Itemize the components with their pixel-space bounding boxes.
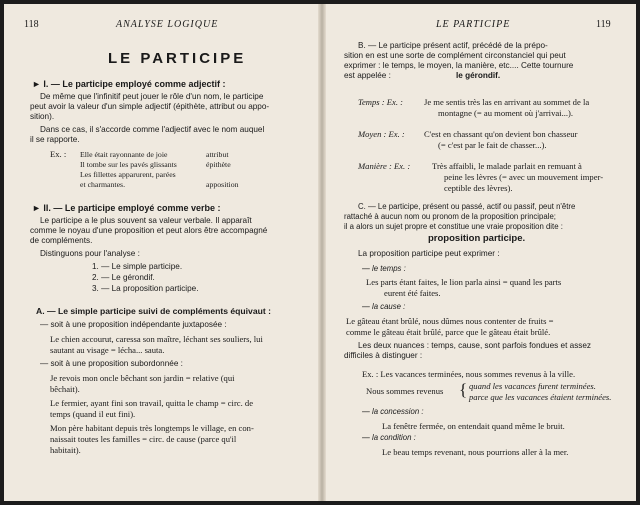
text-line: il a alors un sujet propre et constitue une vraie proposition dite : — [344, 222, 563, 231]
list-item: 1. — Le simple participe. — [92, 262, 183, 271]
example-line: sautant au visage = lécha... sauta. — [50, 345, 165, 355]
example-line: habitait). — [50, 445, 81, 455]
text-line: B. — Le participe présent actif, précédé de la prépo- — [358, 41, 548, 50]
section-heading: ► I. — Le participe employé comme adjectif : — [32, 79, 226, 89]
list-item: 2. — Le gérondif. — [92, 273, 155, 282]
text-line: — soit à une proposition subordonnée : — [40, 359, 183, 368]
running-header: ANALYSE LOGIQUE — [116, 19, 219, 30]
section-heading: ► II. — Le participe employé comme verbe : — [32, 203, 221, 213]
example-line: C'est en chassant qu'on devient bon chasseur — [424, 129, 578, 139]
text-line: Le participe a le plus souvent sa valeur verbale. Il apparaît — [40, 216, 252, 225]
left-page — [4, 4, 318, 501]
example-line: temps (quand il eut fini). — [50, 409, 136, 419]
example-line: Ex. : Les vacances terminées, nous sommes revenus à la ville. — [362, 369, 576, 379]
example-line: (= c'est par le fait de chasser...). — [438, 140, 547, 150]
text-line: Les deux nuances : temps, cause, sont parfois fondues et assez — [358, 341, 592, 350]
text-line: rattaché à aucun nom ou pronom de la proposition principale; — [344, 212, 556, 221]
text-line: est appelée : — [344, 71, 391, 80]
text-line: De même que l'infinitif peut jouer le rôle d'un nom, le participe — [40, 92, 264, 101]
example-label: Manière : Ex. : — [358, 161, 411, 171]
example-label: Temps : Ex. : — [358, 97, 404, 107]
text-line: il se rapporte. — [30, 135, 80, 144]
example-line: La fenêtre fermée, on entendait quand même le bruit. — [382, 421, 565, 431]
text-line: comme le noyau d'une proposition et peut alors être accompagné — [30, 226, 268, 235]
subsection-heading: A. — Le simple participe suivi de compléments équivaut : — [36, 306, 271, 316]
sub-label: — la cause : — [362, 302, 406, 311]
text-line: exprimer : le temps, le moyen, la manière, etc.... Cette tournure — [344, 61, 574, 70]
sub-label: — le temps : — [362, 264, 406, 273]
example-line: montagne (= au moment où j'arrivai...). — [438, 108, 574, 118]
example-line: Les fillettes apparurent, parées — [80, 170, 176, 179]
book-gutter — [318, 4, 326, 501]
term-gerondif: le gérondif. — [456, 71, 501, 80]
example-line: peine les lèvres (= avec un mouvement imper- — [444, 172, 604, 182]
page-number: 119 — [596, 19, 611, 30]
text-line: de compléments. — [30, 236, 93, 245]
example-line: Le chien accourut, caressa son maître, léchant ses souliers, lui — [50, 334, 263, 344]
example-role: attribut — [206, 150, 229, 159]
text-line: peut avoir la valeur d'un simple adjectif (épithète, attribut ou appo- — [30, 102, 270, 111]
example-line: Je me sentis très las en arrivant au sommet de la — [424, 97, 590, 107]
example-line: naissait toutes les familles = circ. de cause (parce qu'il — [50, 434, 237, 444]
sub-label: — la condition : — [362, 433, 416, 442]
example-line: Mon père habitant depuis très longtemps le village, en con- — [50, 423, 254, 433]
example-line: Les parts étant faites, le lion parla ainsi = quand les parts — [366, 277, 562, 287]
book-spread — [4, 4, 636, 501]
example-label: Ex. : — [50, 149, 67, 159]
example-line: Le beau temps revenant, nous pourrions aller à la mer. — [382, 447, 569, 457]
running-header: LE PARTICIPE — [436, 19, 511, 30]
example-line: Je revois mon oncle bêchant son jardin = relative (qui — [50, 373, 235, 383]
example-line: eurent été faites. — [384, 288, 441, 298]
sub-label: — la concession : — [362, 407, 424, 416]
page-title: LE PARTICIPE — [108, 50, 247, 67]
example-line: Très affaibli, le malade parlait en remuant à — [432, 161, 582, 171]
term-proposition-participe: proposition participe. — [428, 233, 526, 244]
text-line: difficiles à distinguer : — [344, 351, 423, 360]
example-line: ceptible des lèvres). — [444, 183, 513, 193]
text-line: Distinguons pour l'analyse : — [40, 249, 140, 258]
text-line: sition en est une sorte de complément circonstanciel qui peut — [344, 51, 566, 60]
example-line: et charmantes. — [80, 180, 126, 189]
example-role: épithète — [206, 160, 231, 169]
example-line: Elle était rayonnante de joie — [80, 150, 168, 159]
page-number: 118 — [24, 19, 39, 30]
brace: { — [459, 380, 468, 399]
example-line: Il tombe sur les pavés glissants — [80, 160, 177, 169]
list-item: 3. — La proposition participe. — [92, 284, 199, 293]
example-line: comme le gâteau était brûlé, parce que le gâteau était brûlé. — [346, 327, 551, 337]
example-role: apposition — [206, 180, 239, 189]
text-line: La proposition participe peut exprimer : — [358, 249, 500, 258]
example-line: Le fermier, ayant fini son travail, quitta le champ = circ. de — [50, 398, 254, 408]
text-line: C. — Le participe, présent ou passé, actif ou passif, peut n'être — [358, 202, 576, 211]
example-line: Le gâteau étant brûlé, nous dûmes nous contenter de fruits = — [346, 316, 554, 326]
example-label: Moyen : Ex. : — [358, 129, 405, 139]
example-line: Nous sommes revenus — [366, 386, 444, 396]
text-line: — soit à une proposition indépendante juxtaposée : — [40, 320, 227, 329]
text-line: sition). — [30, 112, 55, 121]
example-line: bêchait). — [50, 384, 80, 394]
right-page — [326, 4, 636, 501]
example-option: parce que les vacances étaient terminées. — [469, 392, 612, 402]
text-line: Dans ce cas, il s'accorde comme l'adjectif avec le nom auquel — [40, 125, 265, 134]
example-option: quand les vacances furent terminées. — [469, 381, 596, 391]
